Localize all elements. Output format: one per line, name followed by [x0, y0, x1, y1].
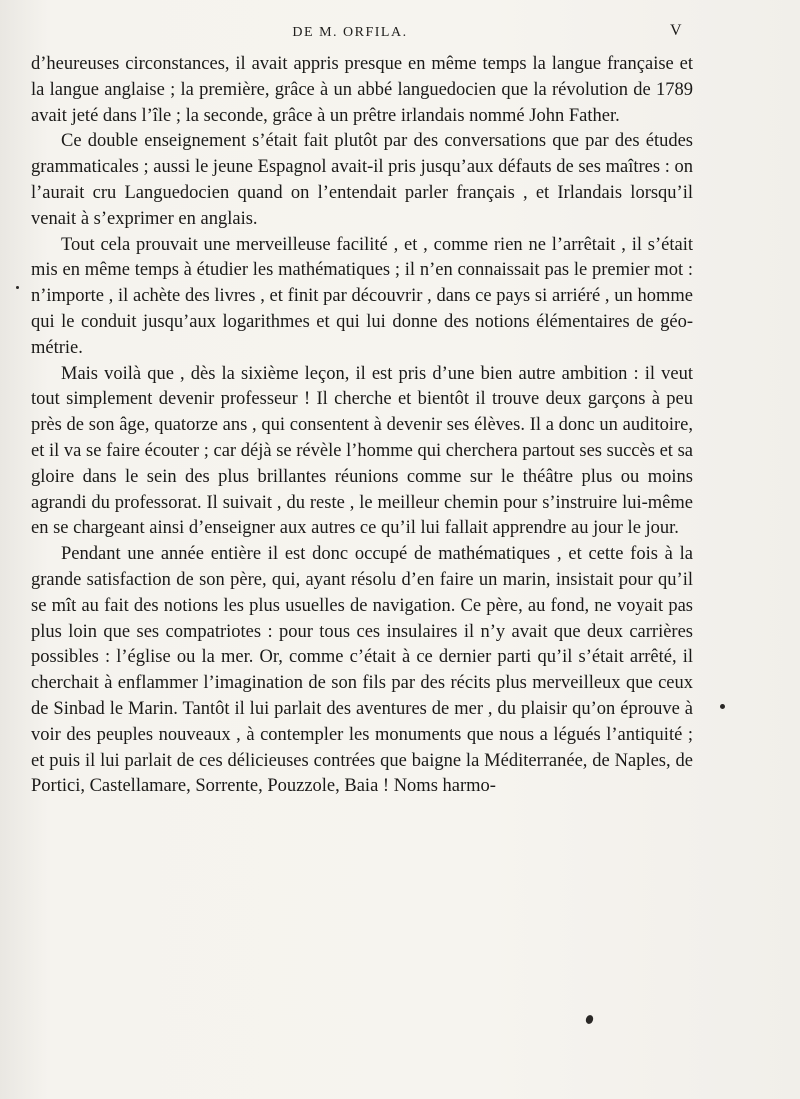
body-text: [31, 52, 693, 800]
page-header: [0, 22, 800, 46]
ink-spot: [720, 704, 725, 709]
paragraph-4: Mais voilà que , dès la sixième leçon, il est pris d’une bien autre ambition : il veut tout simplement devenir professeur ! Il cherche et bientôt il trouve deux garçons à peu près de son âge, quatorze ans , qui consentent à devenir ses élèves. Il a donc un auditoire, et il va se faire écouter ; car déjà se révèle l’homme qui cherchera partout ses succès et sa gloire dans le sein des plus brillantes réunions comme sur le théâtre plus ou moins agrandi du professorat. Il suivait , du reste , le meilleur chemin pour s’instruire lui-même en se chargeant ainsi d’enseigner aux autres ce qu’il lui fallait apprendre au jour le jour.: [31, 363, 693, 539]
paragraph-3: Tout cela prouvait une merveilleuse facilité , et , comme rien ne l’arrêtait , il s’était mis en même temps à étudier les mathématiques ; il n’en connaissait pas le premier mot : n’importe , il achète des livres , et finit par découvrir , dans ce pays si arriéré , un homme qui le conduit jusqu’aux logarithmes et qui lui donne des notions élémentaires de géométrie.: [31, 234, 693, 358]
paragraph-1: d’heureuses circonstances, il avait appris presque en même temps la langue française et la langue anglaise ; la première, grâce à un abbé languedocien que la révolution de 1789 avait jeté dans l’île ; la seconde, grâce à un prêtre irlandais nommé John Father.: [31, 54, 693, 126]
ink-spot: [16, 286, 19, 289]
paragraph-5: Pendant une année entière il est donc occupé de mathématiques , et cette fois à la grande satisfaction de son père, qui, ayant résolu d’en faire un marin, insistait pour qu’il se mît au fait des notions les plus usuelles de navigation. Ce père, au fond, ne voyait pas plus loin que ses compatriotes : pour tous ces insulaires il n’y avait que deux carrières possibles : l’église ou la mer. Or, comme c’était à ce dernier parti qu’il s’était arrêté, il cherchait à enflammer l’imagination de son fils par des récits plus merveilleux que ceux de Sinbad le Marin. Tantôt il lui parlait des aventures de mer , du plaisir qu’on éprouve à voir des peuples nouveaux , à contempler les monuments que nous a légués l’antiquité ; et puis il lui parlait de ces délicieuses contrées que baigne la Méditerranée, de Naples, de Portici, Castellamare, Sorrente, Pouzzole, Baia ! Noms harmo-: [31, 544, 693, 797]
running-title: DE M. ORFILA.: [292, 25, 408, 40]
page-number: V: [670, 22, 683, 39]
ink-spot: [585, 1014, 595, 1025]
paragraph-2: Ce double enseignement s’était fait plutôt par des conversations que par des études grammaticales ; aussi le jeune Espagnol avait-il pris jusqu’aux défauts de ses maîtres : on l’aurait cru Languedocien quand on l’entendait parler français , et Irlandais lorsqu’il venait à s’exprimer en anglais.: [31, 131, 693, 229]
